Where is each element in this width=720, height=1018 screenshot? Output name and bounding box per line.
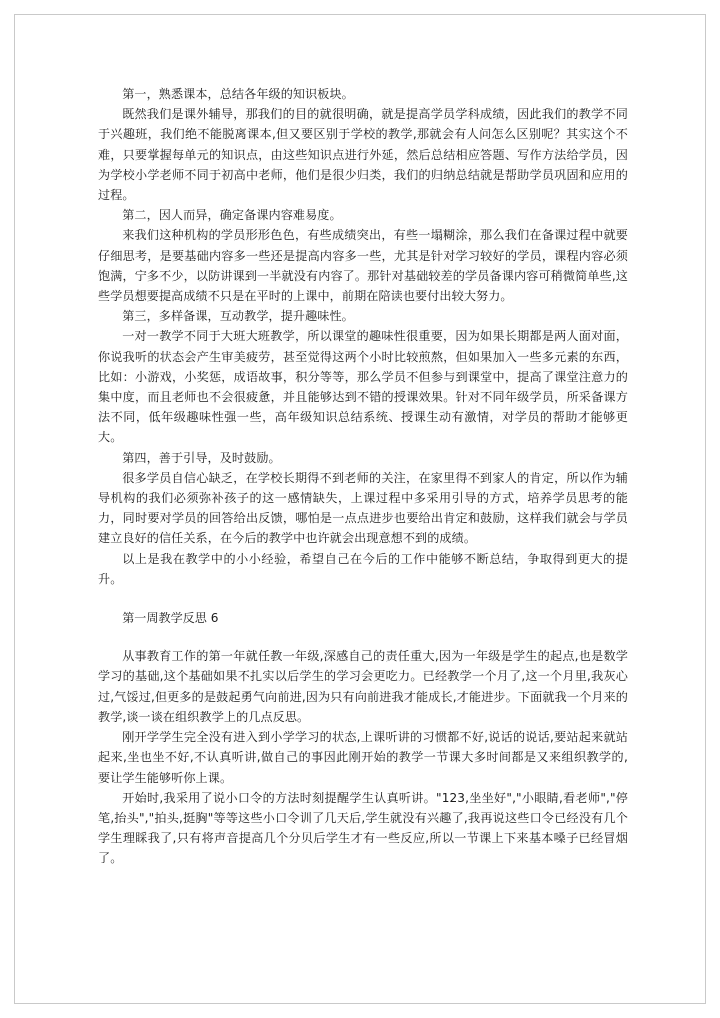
- paragraph: 一对一教学不同于大班大班教学，所以课堂的趣味性很重要，因为如果长期都是两人面对面，你说我听的状态会产生审美疲劳，甚至觉得这两个小时比较煎熬，但如果加入一些多元素的东西，比如：小游戏，小奖惩，成语故事，积分等等，那么学员不但参与到课堂中，提高了课堂注意力的集中度，而且老师也不会很疲惫，并且能够达到不错的授课效果。针对不同年级学员，所采备课方法不同，低年级趣味性强一些，高年级知识总结系统、授课生动有激情，对学员的帮助才能够更大。: [98, 329, 628, 445]
- paragraph: 开始时,我采用了说小口令的方法时刻提醒学生认真听讲。"123,坐坐好","小眼睛,看老师","停笔,抬头","拍头,挺胸"等等这些小口令训了几天后,学生就没有兴趣了,我再说这些口令已经没有几个学生理睬我了,只有将声音提高几个分贝后学生才有一些反应,所以一节课上下来基本嗓子已经冒烟了。: [98, 790, 628, 866]
- paragraph: 第二，因人而异，确定备课内容难易度。: [122, 208, 342, 223]
- paragraph: 既然我们是课外辅导，那我们的目的就很明确，就是提高学员学科成绩，因此我们的教学不同于兴趣班，我们绝不能脱离课本,但又要区别于学校的教学,那就会有人问怎么区别呢？其实这个不难，只要掌握每单元的知识点，由这些知识点进行外延，然后总结相应答题、写作方法给学员，因为学校小学老师不同于初高中老师，他们是很少归类，我们的归纳总结就是帮助学员巩固和应用的过程。: [98, 107, 628, 203]
- paragraph: 来我们这种机构的学员形形色色，有些成绩突出，有些一塌糊涂，那么我们在备课过程中就要仔细思考，是要基础内容多一些还是提高内容多一些，尤其是针对学习较好的学员，课程内容必须饱满，宁多不少，以防讲课到一半就没有内容了。那针对基础较差的学员备课内容可稍微简单些,这些学员想要提高成绩不只是在平时的上课中，前期在陪读也要付出较大努力。: [98, 228, 628, 304]
- section-heading: 第一周教学反思 6: [122, 611, 219, 626]
- spacer: [98, 628, 628, 646]
- paragraph: 第四，善于引导，及时鼓励。: [122, 450, 281, 465]
- paragraph: 第一，熟悉课本，总结各年级的知识板块。: [122, 87, 354, 101]
- document-body: [98, 84, 628, 869]
- paragraph: 刚开学学生完全没有进入到小学学习的状态,上课听讲的习惯都不好,说话的说话,要站起来就站起来,坐也坐不好,不认真听讲,做自己的事因此刚开始的教学一节课大多时间都是又来组织教学的, 要让学生能够听你上课。: [98, 730, 628, 785]
- paragraph: 从事教育工作的第一年就任教一年级,深感自己的责任重大,因为一年级是学生的起点,也是数学学习的基础,这个基础如果不扎实以后学生的学习会更吃力。已经教学一个月了,这一个月里,我灰心过,气馁过,但更多的是鼓起勇气向前进,因为只有向前进我才能成长,才能进步。下面就我一个月来的教学,谈一谈在组织教学上的几点反思。: [98, 649, 628, 724]
- paragraph: 第三，多样备课，互动教学，提升趣味性。: [122, 309, 354, 324]
- paragraph: 以上是我在教学中的小小经验，希望自己在今后的工作中能够不断总结，争取得到更大的提升。: [98, 551, 628, 586]
- paragraph: 很多学员自信心缺乏，在学校长期得不到老师的关注，在家里得不到家人的肯定，所以作为辅导机构的我们必须弥补孩子的这一感情缺失，上课过程中多采用引导的方式，培养学员思考的能力，同时要对学员的回答给出反馈，哪怕是一点点进步也要给出肯定和鼓励，这样我们就会与学员建立良好的信任关系，在今后的教学中也许就会出现意想不到的成绩。: [98, 470, 628, 546]
